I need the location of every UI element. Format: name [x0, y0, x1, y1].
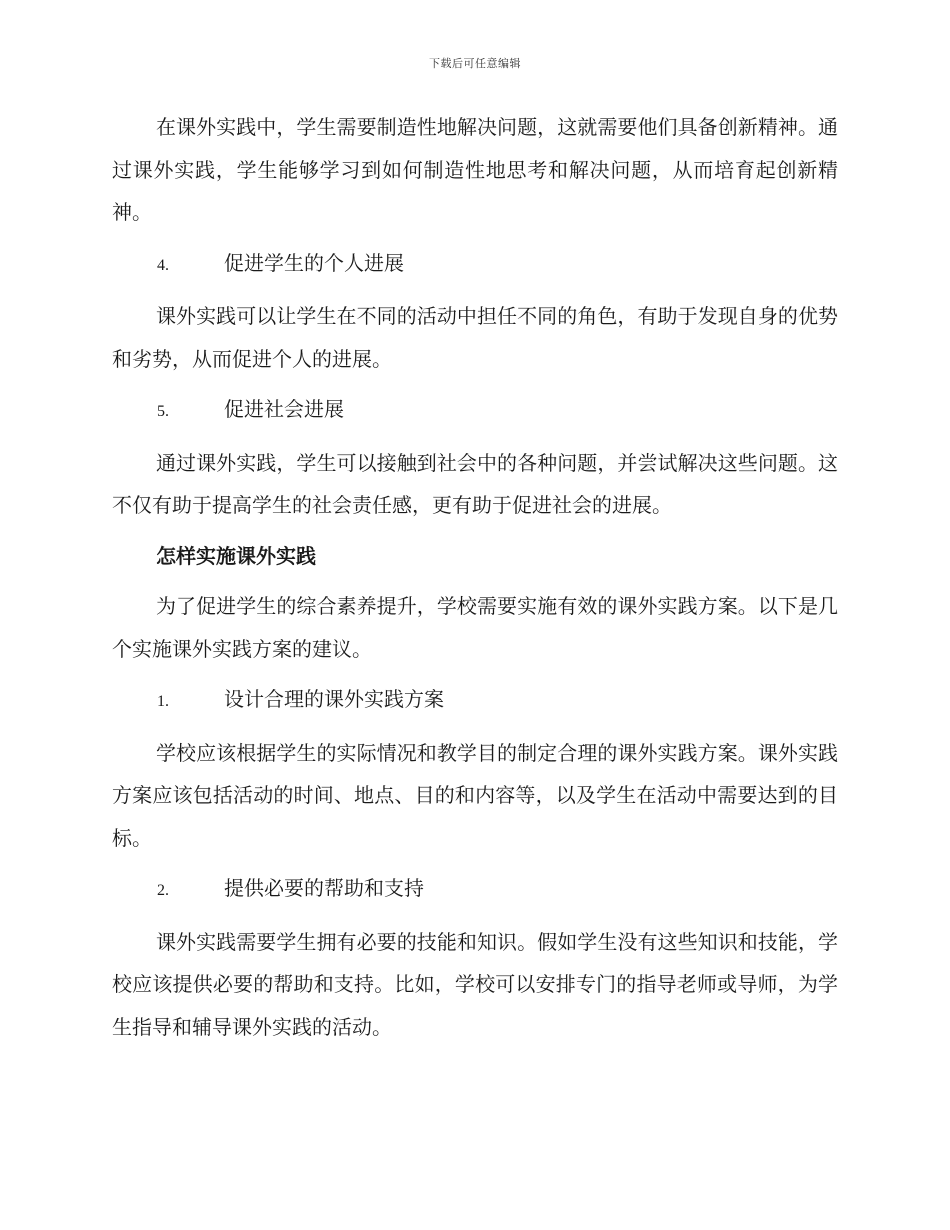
- list-item-title: 设计合理的课外实践方案: [224, 687, 444, 711]
- paragraph-support: 课外实践需要学生拥有必要的技能和知识。假如学生没有这些知识和技能，学校应该提供必要的帮助和支持。比如，学校可以安排专门的指导老师或导师，为学生指导和辅导课外实践的活动。: [112, 929, 838, 1039]
- list-item-title: 提供必要的帮助和支持: [224, 876, 424, 900]
- list-item-1: [112, 678, 838, 724]
- list-item-title: 促进社会进展: [224, 397, 344, 421]
- list-item-4: [112, 242, 838, 288]
- list-number: 1.: [157, 693, 169, 710]
- paragraph-implementation-intro: 为了促进学生的综合素养提升，学校需要实施有效的课外实践方案。以下是几个实施课外实践方案的建议。: [112, 594, 838, 661]
- page-header: 下载后可任意编辑: [429, 57, 521, 70]
- paragraph-design-plan: 学校应该根据学生的实际情况和教学目的制定合理的课外实践方案。课外实践方案应该包括活动的时间、地点、目的和内容等，以及学生在活动中需要达到的目标。: [112, 740, 838, 850]
- list-item-5: [112, 388, 838, 434]
- section-heading: 怎样实施课外实践: [156, 543, 316, 568]
- list-item-title: 促进学生的个人进展: [224, 250, 404, 275]
- list-item-2: [112, 867, 838, 913]
- list-number: 2.: [157, 882, 169, 899]
- document-body: [112, 106, 838, 1048]
- paragraph-innovation: 在课外实践中，学生需要制造性地解决问题，这就需要他们具备创新精神。通过课外实践，学生能够学习到如何制造性地思考和解决问题，从而培育起创新精神。: [112, 115, 838, 224]
- paragraph-social-development: 通过课外实践，学生可以接触到社会中的各种问题，并尝试解决这些问题。这不仅有助于提高学生的社会责任感，更有助于促进社会的进展。: [112, 450, 838, 517]
- list-number: 5.: [157, 403, 169, 420]
- paragraph-personal-development: 课外实践可以让学生在不同的活动中担任不同的角色，有助于发现自身的优势和劣势，从而促进个人的进展。: [112, 304, 838, 371]
- list-number: 4.: [157, 256, 169, 274]
